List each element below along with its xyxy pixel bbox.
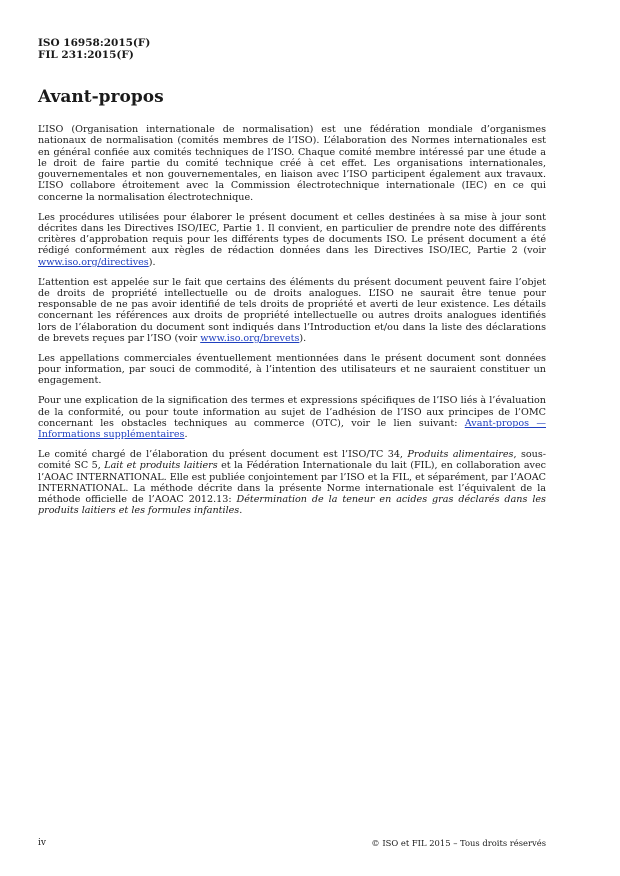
document-identifier: [38, 37, 150, 61]
paragraph-1: L’ISO (Organisation internationale de normalisation) est une fédération mondiale d’organismes nationaux de normalisation (comités membres de l’ISO). L’élaboration des Normes internationales est en général confiée aux comités techniques de l’ISO. Chaque comité membre intéressé par une étude a le droit de faire partie du comité technique créé à cet effet. Les organisations internationales, gouvernementales et non gouvernementales, en liaison avec l’ISO participent également aux travaux. L’ISO collabore étroitement avec la Commission électrotechnique internationale (IEC) en ce qui concerne la normalisation électrotechnique.: [38, 124, 546, 203]
iso-number: ISO 16958:2015(F): [38, 37, 151, 49]
subcommittee-name: Lait et produits laitiers: [104, 460, 218, 472]
method-title: Détermination de la teneur en acides gras déclarés dans les produits laitiers et les formules infantiles.: [38, 494, 546, 517]
page-number: iv: [38, 838, 46, 848]
paragraph-2-text: Les procédures utilisées pour élaborer le présent document et celles destinées à sa mise à jour sont décrites dans les Directives ISO/IEC, Partie 1. Il convient, en particulier de prendre note des différents critères d’approbation requis pour les différents types de documents ISO. Le présent document a été rédigé conformément aux règles de rédaction données dans les Directives ISO/IEC, Partie 2 (voir: [38, 211, 546, 257]
copyright-notice: © ISO et FIL 2015 – Tous droits réservés: [371, 838, 546, 848]
paragraph-6: [38, 449, 546, 517]
paragraph-3-end: ).: [299, 333, 307, 345]
paragraph-2: [38, 212, 546, 268]
paragraph-6-part-e: et la Fédération Internationale du lait (FIL), en collaboration avec l’AOAC INTERNATIONAL. Elle est publiée conjointement par l’ISO et la FIL, et séparément, par l’AOAC INTERNATIONAL. La méthode décrite dans la présente Norme internationale est l’équivalent de la méthode officielle de l’AOAC 2012.13:: [38, 460, 547, 506]
paragraph-2-end: ).: [148, 256, 156, 268]
foreword-body: [38, 124, 546, 525]
paragraph-5: [38, 395, 546, 440]
paragraph-4: Les appellations commerciales éventuellement mentionnées dans le présent document sont données pour information, par souci de commodité, à l’intention des utilisateurs et ne sauraient constituer un engagement.: [38, 352, 546, 387]
paragraph-3: [38, 277, 546, 345]
paragraph-3-text: L’attention est appelée sur le fait que certains des éléments du présent document peuvent faire l’objet de droits de propriété intellectuelle ou de droits analogues. L’ISO ne saurait être tenue pour responsable de ne pas avoir identifié de tels droits de propriété et averti de leur existence. Les détails concernant les références aux droits de propriété intellectuelle ou autres droits analogues identifiés lors de l’élaboration du document sont indiqués dans l’Introduction et/ou dans la liste des déclarations de brevets reçues par l’ISO (voir: [38, 276, 546, 345]
fil-number: FIL 231:2015(F): [38, 49, 134, 61]
foreword-info-link[interactable]: Avant-propos — Informations supplémentaires: [38, 417, 546, 441]
paragraph-6-part-c: , sous-comité SC 5,: [38, 448, 546, 472]
paragraph-5-end: .: [184, 429, 188, 441]
directives-link[interactable]: www.iso.org/directives: [38, 256, 149, 268]
paragraph-5-text: Pour une explication de la signification des termes et expressions spécifiques de l’ISO liés à l’évaluation de la conformité, ou pour toute information au sujet de l’adhésion de l’ISO aux principes de l’OMC concernant les obstacles techniques au commerce (OTC), voir le lien suivant:: [38, 395, 546, 429]
page-title: Avant-propos: [38, 87, 164, 107]
committee-name: Produits alimentaires: [407, 448, 514, 460]
paragraph-6-part-a: Le comité chargé de l’élaboration du présent document est l’ISO/TC 34,: [38, 448, 408, 460]
patents-link[interactable]: www.iso.org/brevets: [200, 333, 300, 345]
